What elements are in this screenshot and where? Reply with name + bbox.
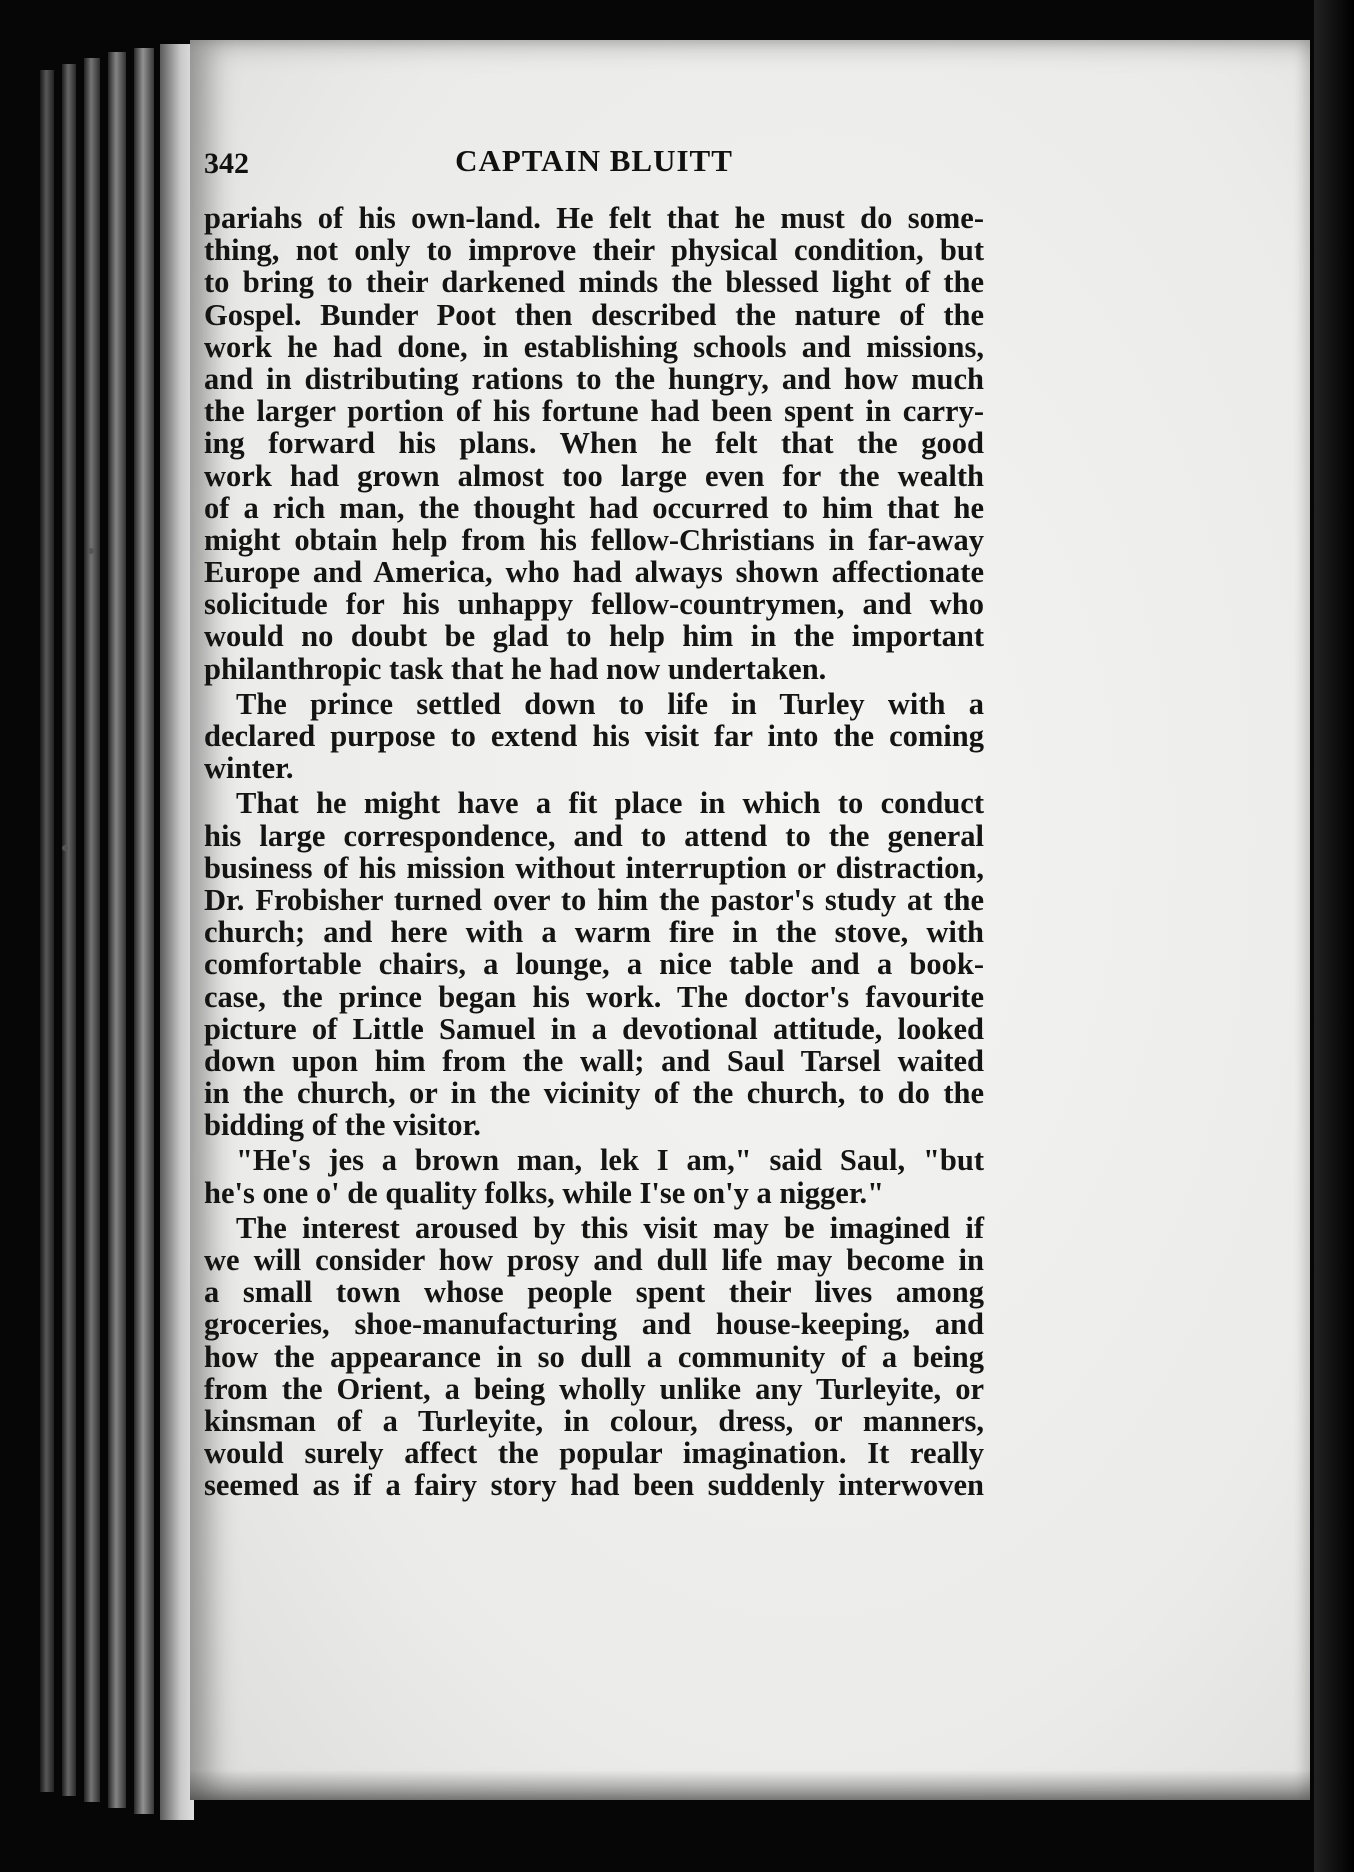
binding-shadow xyxy=(1314,0,1354,1872)
text-line: we will consider how prosy and dull life may become in xyxy=(204,1243,984,1277)
text-line: from the Orient, a being wholly unlike any Turleyite, or xyxy=(204,1371,984,1406)
text-line: case, the prince began his work. The doctor's favourite xyxy=(204,979,984,1014)
text-line: ing forward his plans. When he felt that the good xyxy=(204,426,984,461)
text-line: the larger portion of his fortune had been spent in carry- xyxy=(204,394,984,429)
text-line: The interest aroused by this visit may be imagined if xyxy=(236,1210,984,1245)
page-fold xyxy=(190,1770,1310,1800)
page-number: 342 xyxy=(204,147,249,180)
page-edge xyxy=(62,64,76,1796)
page-edge xyxy=(160,44,194,1820)
text-line: philanthropic task that he had now undertaken. xyxy=(204,651,827,686)
page-edge xyxy=(40,70,54,1792)
text-line: might obtain help from his fellow-Christians in far-away xyxy=(204,522,984,557)
text-line: Gospel. Bunder Poot then described the nature of the xyxy=(204,297,984,332)
text-line: work he had done, in establishing schools and missions, xyxy=(204,329,984,364)
text-line: comfortable chairs, a lounge, a nice table and a book- xyxy=(204,947,984,982)
text-line: solicitude for his unhappy fellow-countrymen, and who xyxy=(204,587,984,622)
text-line: to bring to their darkened minds the blessed light of the xyxy=(204,265,984,300)
text-line: church; and here with a warm fire in the stove, with xyxy=(204,915,984,950)
running-head xyxy=(204,143,984,183)
text-line: groceries, shoe-manufacturing and house-keeping, and xyxy=(204,1307,984,1342)
text-line: a small town whose people spent their lives among xyxy=(204,1275,984,1310)
scan-speck xyxy=(62,845,68,851)
page-edge xyxy=(84,58,100,1802)
text-line: business of his mission without interruption or distraction, xyxy=(204,850,984,885)
page-title: CAPTAIN BLUITT xyxy=(455,143,733,178)
scan-speck xyxy=(88,548,94,554)
text-line: Dr. Frobisher turned over to him the pastor's study at the xyxy=(204,882,984,917)
page-edge xyxy=(108,52,126,1808)
body-text xyxy=(204,202,984,1502)
text-line: would no doubt be glad to help him in the important xyxy=(204,619,984,654)
page-edge xyxy=(134,48,154,1814)
text-line: pariahs of his own-land. He felt that he must do some- xyxy=(204,201,984,235)
text-line: declared purpose to extend his visit far into the coming xyxy=(204,719,984,753)
text-line: down upon him from the wall; and Saul Tarsel waited xyxy=(204,1043,984,1078)
text-line: kinsman of a Turleyite, in colour, dress, or manners, xyxy=(204,1403,984,1438)
text-line: in the church, or in the vicinity of the church, to do the xyxy=(204,1076,984,1111)
text-line: he's one o' de quality folks, while I'se on'y a nigger." xyxy=(204,1175,885,1210)
text-line: "He's jes a brown man, lek I am," said Saul, "but xyxy=(236,1143,984,1178)
text-line: picture of Little Samuel in a devotional attitude, looked xyxy=(204,1011,984,1046)
text-line: thing, not only to improve their physical condition, but xyxy=(204,233,984,268)
text-line: The prince settled down to life in Turley with a xyxy=(236,686,984,721)
text-line: That he might have a fit place in which to conduct xyxy=(236,786,984,821)
text-line: how the appearance in so dull a community of a being xyxy=(204,1339,984,1374)
text-line: winter. xyxy=(204,751,294,786)
text-line: of a rich man, the thought had occurred to him that he xyxy=(204,490,984,525)
text-line: his large correspondence, and to attend to the general xyxy=(204,818,984,853)
text-line: Europe and America, who had always shown affectionate xyxy=(204,555,984,590)
text-line: bidding of the visitor. xyxy=(204,1108,481,1143)
text-line: would surely affect the popular imagination. It really xyxy=(204,1436,984,1471)
text-line: work had grown almost too large even for the wealth xyxy=(204,458,984,493)
text-line: and in distributing rations to the hungry, and how much xyxy=(204,361,984,396)
text-line: seemed as if a fairy story had been suddenly interwoven xyxy=(204,1468,984,1503)
